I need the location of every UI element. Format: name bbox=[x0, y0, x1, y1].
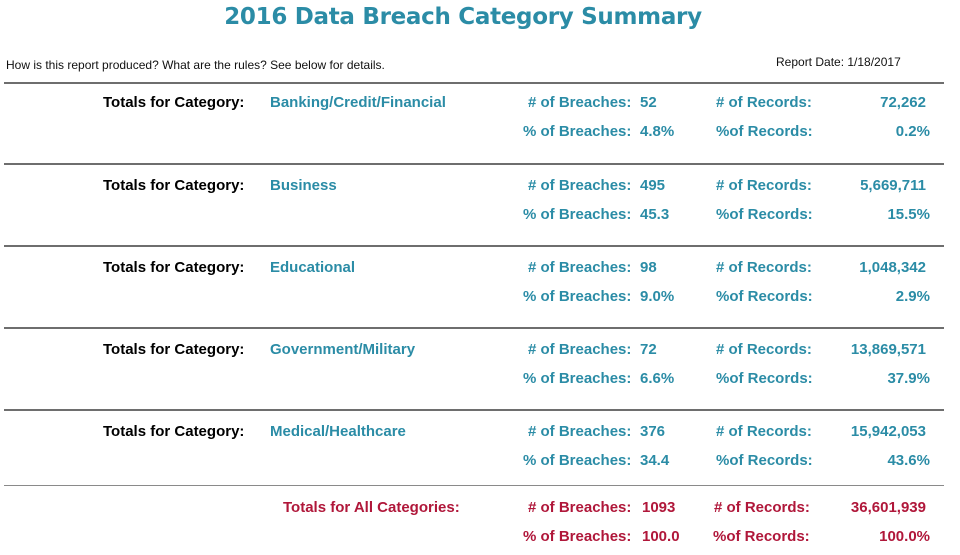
pct-records-value: 15.5% bbox=[887, 206, 930, 223]
total-pct-breaches-value: 100.0 bbox=[642, 528, 680, 545]
report-date: Report Date: 1/18/2017 bbox=[776, 55, 901, 69]
records-label: # of Records: bbox=[716, 341, 812, 358]
totals-for-category-label: Totals for Category: bbox=[103, 177, 245, 194]
total-breaches-value: 1093 bbox=[642, 499, 676, 516]
divider bbox=[4, 163, 944, 165]
pct-records-label: %of Records: bbox=[716, 452, 813, 469]
breaches-label: # of Breaches: bbox=[528, 94, 632, 111]
totals-all-categories-label: Totals for All Categories: bbox=[283, 499, 460, 516]
pct-breaches-label: % of Breaches: bbox=[523, 528, 632, 545]
breaches-value: 376 bbox=[640, 423, 666, 440]
category-name: Banking/Credit/Financial bbox=[270, 94, 446, 111]
category-block-government bbox=[0, 341, 960, 401]
category-block-educational bbox=[0, 259, 960, 319]
pct-breaches-value: 45.3 bbox=[640, 206, 670, 223]
category-name: Educational bbox=[270, 259, 356, 276]
pct-records-value: 0.2% bbox=[895, 123, 930, 140]
breaches-label: # of Breaches: bbox=[528, 177, 632, 194]
category-name: Medical/Healthcare bbox=[270, 423, 406, 440]
pct-breaches-value: 34.4 bbox=[640, 452, 670, 469]
pct-breaches-value: 6.6% bbox=[640, 370, 675, 387]
pct-breaches-value: 4.8% bbox=[640, 123, 675, 140]
breaches-value: 72 bbox=[640, 341, 657, 358]
divider bbox=[4, 82, 944, 84]
records-label: # of Records: bbox=[716, 423, 812, 440]
totals-for-category-label: Totals for Category: bbox=[103, 94, 245, 111]
report-intro-text: How is this report produced? What are the rules? See below for details. bbox=[6, 58, 385, 72]
pct-breaches-label: % of Breaches: bbox=[523, 206, 632, 223]
total-records-value: 36,601,939 bbox=[850, 499, 926, 516]
category-block-medical bbox=[0, 423, 960, 483]
pct-breaches-label: % of Breaches: bbox=[523, 370, 632, 387]
category-name: Government/Military bbox=[270, 341, 416, 358]
records-label: # of Records: bbox=[714, 499, 810, 516]
breaches-value: 495 bbox=[640, 177, 666, 194]
page-title: 2016 Data Breach Category Summary bbox=[224, 4, 702, 30]
records-value: 5,669,711 bbox=[860, 177, 926, 194]
pct-breaches-label: % of Breaches: bbox=[523, 123, 632, 140]
breaches-label: # of Breaches: bbox=[528, 499, 632, 516]
pct-breaches-value: 9.0% bbox=[640, 288, 675, 305]
pct-records-value: 2.9% bbox=[895, 288, 930, 305]
category-block-banking bbox=[0, 94, 960, 154]
divider bbox=[4, 327, 944, 329]
pct-records-label: %of Records: bbox=[716, 370, 813, 387]
records-value: 1,048,342 bbox=[859, 259, 926, 276]
records-label: # of Records: bbox=[716, 94, 812, 111]
totals-for-category-label: Totals for Category: bbox=[103, 341, 245, 358]
divider bbox=[4, 409, 944, 411]
category-name: Business bbox=[270, 177, 337, 194]
pct-records-label: %of Records: bbox=[716, 123, 813, 140]
breaches-label: # of Breaches: bbox=[528, 423, 632, 440]
breaches-value: 98 bbox=[640, 259, 657, 276]
breaches-label: # of Breaches: bbox=[528, 259, 632, 276]
all-categories-totals bbox=[0, 499, 960, 555]
records-value: 72,262 bbox=[880, 94, 926, 111]
total-pct-records-value: 100.0% bbox=[879, 528, 930, 545]
records-label: # of Records: bbox=[716, 259, 812, 276]
records-value: 15,942,053 bbox=[850, 423, 926, 440]
breaches-label: # of Breaches: bbox=[528, 341, 632, 358]
totals-for-category-label: Totals for Category: bbox=[103, 259, 245, 276]
records-label: # of Records: bbox=[716, 177, 812, 194]
breaches-value: 52 bbox=[640, 94, 657, 111]
divider bbox=[4, 245, 944, 247]
pct-records-label: %of Records: bbox=[713, 528, 810, 545]
divider bbox=[4, 485, 944, 486]
pct-records-value: 37.9% bbox=[887, 370, 930, 387]
pct-records-value: 43.6% bbox=[887, 452, 930, 469]
totals-for-category-label: Totals for Category: bbox=[103, 423, 245, 440]
category-block-business bbox=[0, 177, 960, 237]
pct-records-label: %of Records: bbox=[716, 206, 813, 223]
pct-records-label: %of Records: bbox=[716, 288, 813, 305]
pct-breaches-label: % of Breaches: bbox=[523, 452, 632, 469]
pct-breaches-label: % of Breaches: bbox=[523, 288, 632, 305]
records-value: 13,869,571 bbox=[850, 341, 926, 358]
